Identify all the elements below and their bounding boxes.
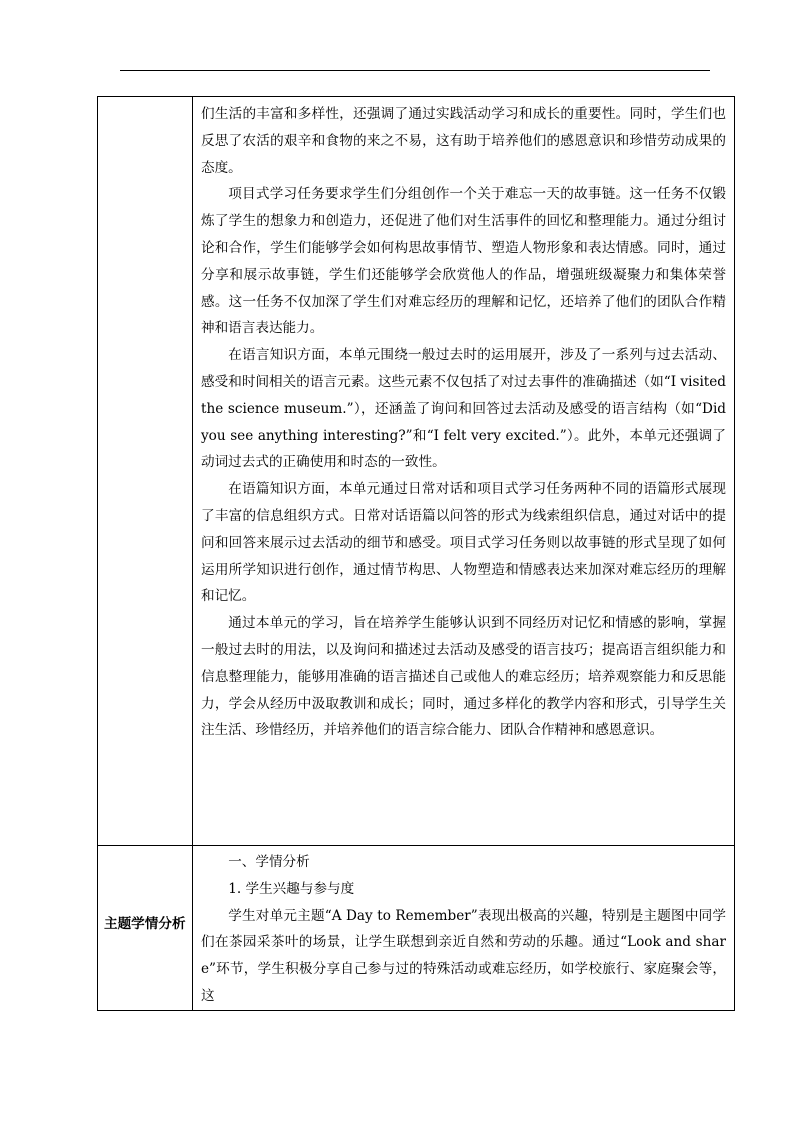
row-label-cell <box>98 97 193 846</box>
paragraph: 在语言知识方面，本单元围绕一般过去时的运用展开，涉及了一系列与过去活动、感受和时间相关的语言元素。这些元素不仅包括了对过去事件的准确描述（如“I visited the science museum.”），还涵盖了询问和回答过去活动及感受的语言结构（如“Did you see anything interesting?”和“I felt very excited.”）。此外，本单元还强调了动词过去式的正确使用和时态的一致性。 <box>201 347 726 471</box>
header-rule <box>120 70 710 71</box>
row-label-cell <box>98 846 193 1011</box>
paragraph: 们生活的丰富和多样性，还强调了通过实践活动学习和成长的重要性。同时，学生们也反思了农活的艰辛和食物的来之不易，这有助于培养他们的感恩意识和珍惜劳动成果的态度。 <box>201 106 726 176</box>
content-table <box>97 96 735 1011</box>
subsection-heading: 1. 学生兴趣与参与度 <box>228 880 355 897</box>
paragraph: 学生对单元主题“A Day to Remember”表现出极高的兴趣，特别是主题图中同学们在茶园采茶叶的场景，让学生联想到亲近自然和劳动的乐趣。通过“Look and share”环节，学生积极分享自己参与过的特殊活动或难忘经历，如学校旅行、家庭聚会等，这 <box>201 907 726 1004</box>
section-label: 主题学情分析 <box>104 916 186 932</box>
section-heading: 一、学情分析 <box>228 854 310 870</box>
row-content-cell <box>193 97 735 846</box>
table-row <box>98 97 735 846</box>
paragraph: 项目式学习任务要求学生们分组创作一个关于难忘一天的故事链。这一任务不仅锻炼了学生的想象力和创造力，还促进了他们对生活事件的回忆和整理能力。通过分组讨论和合作，学生们能够学会如何构思故事情节、塑造人物形象和表达情感。同时，通过分享和展示故事链，学生们还能够学会欣赏他人的作品，增强班级凝聚力和集体荣誉感。这一任务不仅加深了学生们对难忘经历的理解和记忆，还培养了他们的团队合作精神和语言表达能力。 <box>201 186 726 337</box>
table-row <box>98 846 735 1011</box>
row-content-cell <box>193 846 735 1011</box>
paragraph: 在语篇知识方面，本单元通过日常对话和项目式学习任务两种不同的语篇形式展现了丰富的信息组织方式。日常对话语篇以问答的形式为线索组织信息，通过对话中的提问和回答来展示过去活动的细节和感受。项目式学习任务则以故事链的形式呈现了如何运用所学知识进行创作，通过情节构思、人物塑造和情感表达来加深对难忘经历的理解和记忆。 <box>201 481 726 605</box>
paragraph: 通过本单元的学习，旨在培养学生能够认识到不同经历对记忆和情感的影响，掌握一般过去时的用法，以及询问和描述过去活动及感受的语言技巧；提高语言组织能力和信息整理能力，能够用准确的语言描述自己或他人的难忘经历；培养观察能力和反思能力，学会从经历中汲取教训和成长；同时，通过多样化的教学内容和形式，引导学生关注生活、珍惜经历，并培养他们的语言综合能力、团队合作精神和感恩意识。 <box>201 615 726 739</box>
